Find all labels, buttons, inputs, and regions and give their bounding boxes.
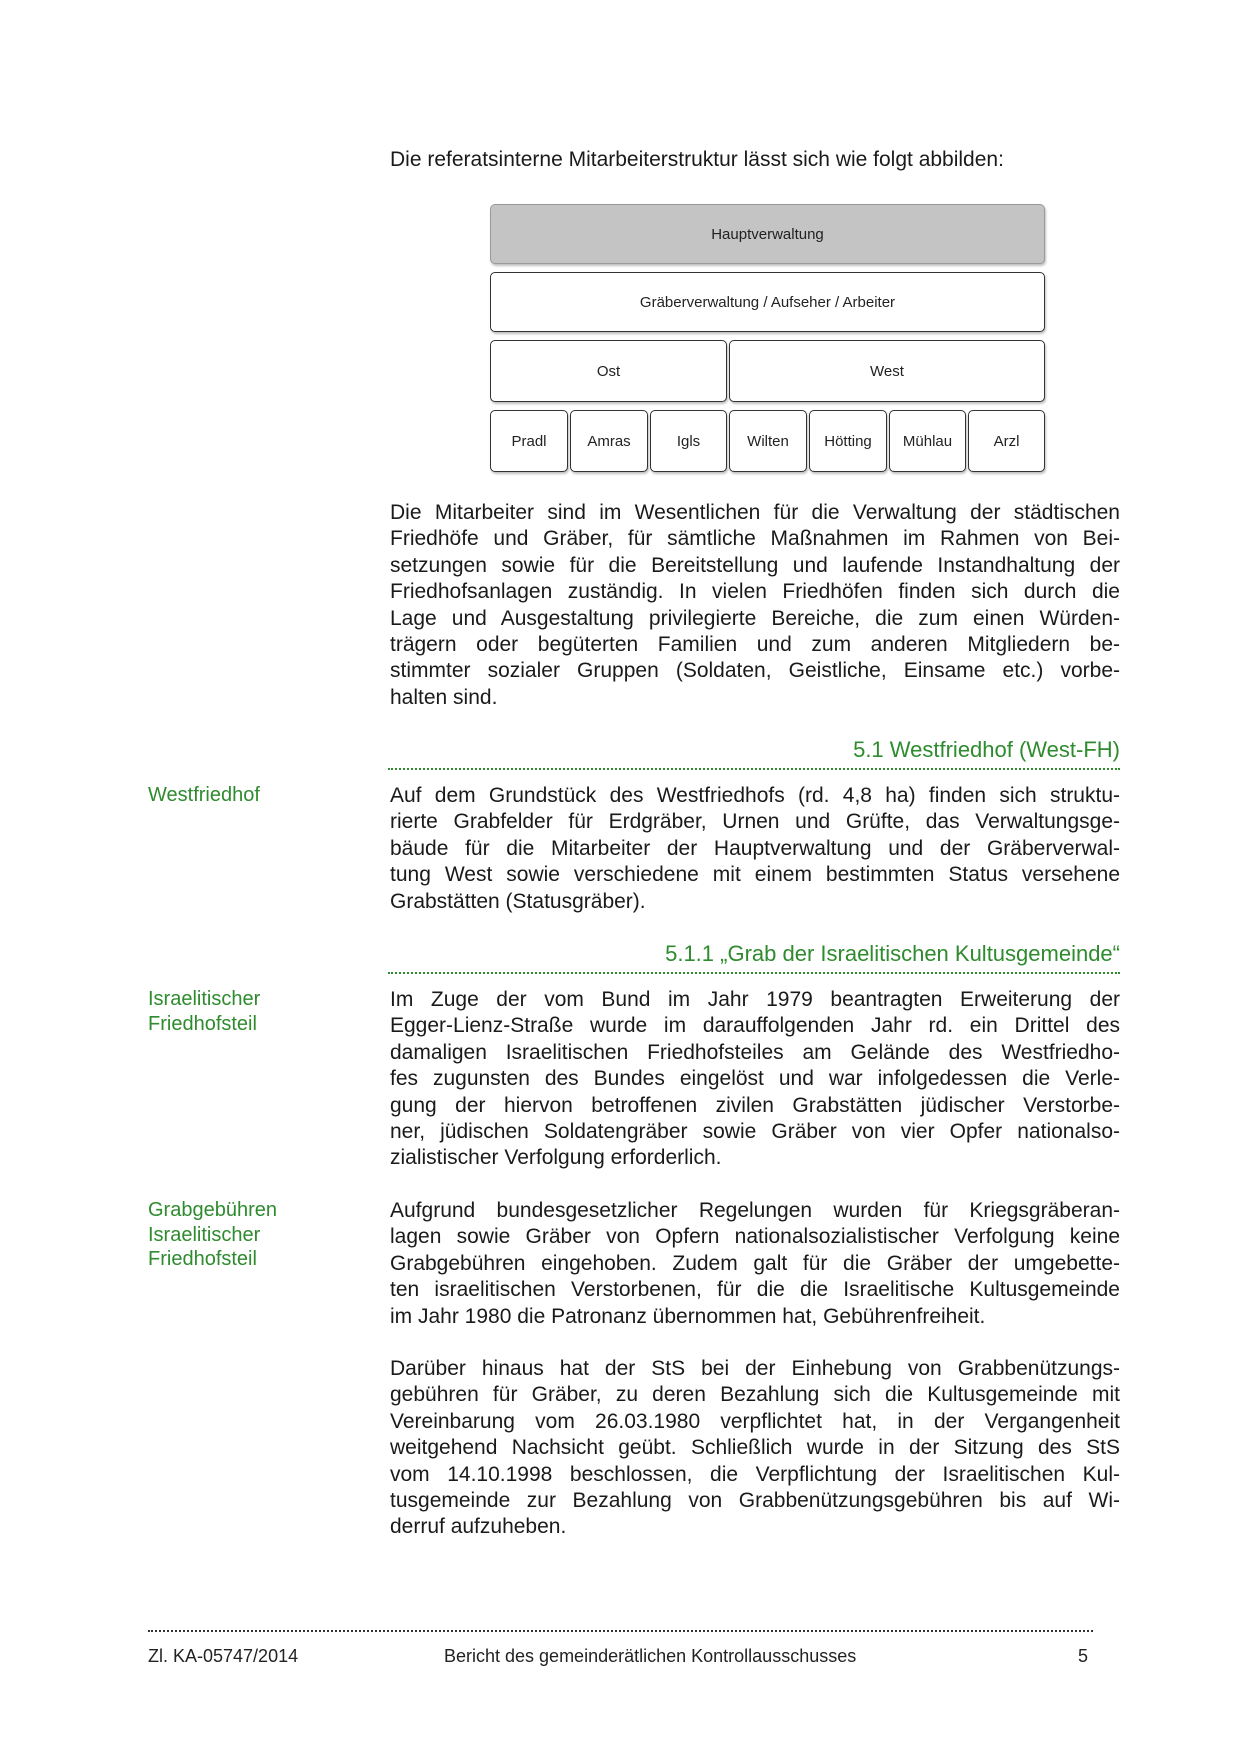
margin-note-grabgebuehren: Grabgebühren Israelitischer Friedhofsteil: [148, 1199, 277, 1270]
page-number: 5: [1078, 1646, 1089, 1666]
paragraph-grabgebuehren: Aufgrund bundesgesetzlicher Regelungen wurden für Kriegsgräberan- lagen sowie Gräber von Opfern nationalsozialistischer Verfolgung keine Grabgebühren eingehoben. Zudem galt für die Gräber der umgebette- ten israelitischen Verstorbenen, für die die Israelitische Kultusgemeinde im Jahr 1980 die Patronanz übernommen hat, Gebührenfreiheit.: [390, 1199, 1120, 1328]
org-box-west: West: [729, 340, 1045, 402]
section-heading-5-1-1: 5.1.1 „Grab der Israelitischen Kultusgemeinde“: [388, 940, 1120, 974]
footer-divider: [148, 1630, 1093, 1632]
org-box-unit: Arzl: [968, 410, 1045, 472]
org-box-unit: Pradl: [490, 410, 568, 472]
org-box-unit: Igls: [650, 410, 727, 472]
paragraph-westfriedhof: Auf dem Grundstück des Westfriedhofs (rd. 4,8 ha) finden sich struktu- rierte Grabfelder für Erdgräber, Urnen und Grüfte, das Verwaltungsge- bäude für die Mitarbeiter der Hauptverwaltung und der Gräberverwal- tung West sowie verschiedene mit einem bestimmten Status versehene Grabstätten (Statusgräber).: [390, 784, 1120, 913]
org-box-ost: Ost: [490, 340, 727, 402]
org-box-graeberverwaltung: Gräberverwaltung / Aufseher / Arbeiter: [490, 272, 1045, 332]
org-box-unit: Hötting: [809, 410, 887, 472]
margin-note-westfriedhof: Westfriedhof: [148, 784, 260, 806]
footer-reference: Zl. KA-05747/2014: [148, 1646, 299, 1666]
footer-title: Bericht des gemeinderätlichen Kontrollausschusses: [444, 1646, 857, 1666]
paragraph-grabbenuetzung: Darüber hinaus hat der StS bei der Einhebung von Grabbenützungs- gebühren für Gräber, zu deren Bezahlung sich die Kultusgemeinde mit Vereinbarung vom 26.03.1980 verpflichtet hat, in der Vergangenheit weitgehend Nachsicht geübt. Schließlich wurde in der Sitzung des StS vom 14.10.1998 beschlossen, die Verpflichtung der Israelitischen Kul- tusgemeinde zur Bezahlung von Grabbenützungsgebühren bis auf Wi- derruf aufzuheben.: [390, 1357, 1120, 1539]
org-box-unit: Amras: [570, 410, 648, 472]
org-box-unit: Mühlau: [889, 410, 966, 472]
margin-note-israelitischer-friedhofsteil: Israelitischer Friedhofsteil: [148, 988, 261, 1035]
section-heading-5-1: 5.1 Westfriedhof (West-FH): [388, 736, 1120, 770]
paragraph-israelitischer-friedhofsteil: Im Zuge der vom Bund im Jahr 1979 beantragten Erweiterung der Egger-Lienz-Straße wurde im darauffolgenden Jahr rd. ein Drittel des damaligen Israelitischen Friedhofsteiles am Gelände des Westfriedho- fes zugunsten des Bundes eingelöst und war infolgedessen die Verle- gung der hiervon betroffenen zivilen Grabstätten jüdischer Verstorbe- ner, jüdischen Soldatengräber sowie Gräber von vier Opfer nationalso- zialistischer Verfolgung erforderlich.: [390, 988, 1120, 1170]
intro-text: Die referatsinterne Mitarbeiterstruktur lässt sich wie folgt abbilden:: [390, 148, 1004, 171]
org-box-hauptverwaltung: Hauptverwaltung: [490, 204, 1045, 264]
paragraph-staff-duties: Die Mitarbeiter sind im Wesentlichen für die Verwaltung der städtischen Friedhöfe und Gräber, für sämtliche Maßnahmen im Rahmen von Bei- setzungen sowie für die Bereitstellung und laufende Instandhaltung der Friedhofsanlagen zuständig. In vielen Friedhöfen finden sich durch die Lage und Ausgestaltung privilegierte Bereiche, die zum einen Würden- trägern oder begüterten Familien und zum anderen Mitgliedern be- stimmter sozialer Gruppen (Soldaten, Geistliche, Einsame etc.) vorbe- halten sind.: [390, 501, 1120, 709]
org-box-unit: Wilten: [729, 410, 807, 472]
org-chart: [490, 204, 1055, 474]
